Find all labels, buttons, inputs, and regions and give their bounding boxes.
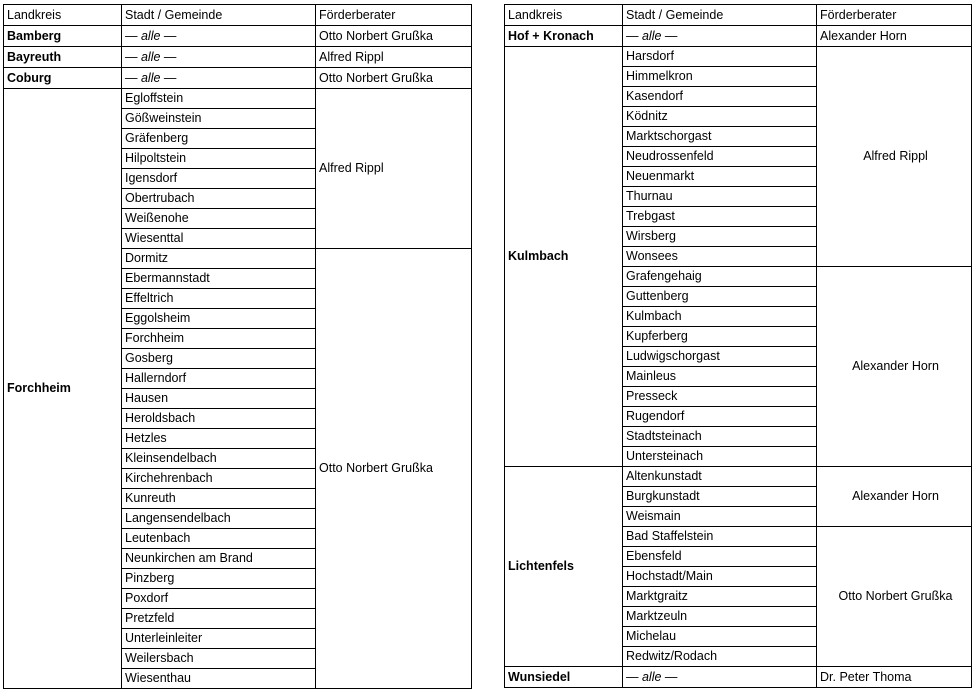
town-cell: Neudrossenfeld: [623, 147, 817, 167]
table-row: [505, 47, 972, 67]
town-cell: Kleinsendelbach: [122, 449, 316, 469]
town-cell: Marktzeuln: [623, 607, 817, 627]
wunsiedel-stadt: [623, 667, 817, 688]
town-cell: Wiesenthau: [122, 669, 316, 689]
header-landkreis: Landkreis: [505, 5, 623, 26]
table-row: [4, 5, 472, 26]
town-cell: Weißenohe: [122, 209, 316, 229]
header-berater: Förderberater: [817, 5, 972, 26]
town-cell: Poxdorf: [122, 589, 316, 609]
town-cell: Marktschorgast: [623, 127, 817, 147]
hof-stadt: [623, 26, 817, 47]
town-cell: Wiesenttal: [122, 229, 316, 249]
town-cell: Rugendorf: [623, 407, 817, 427]
bayreuth-stadt: [122, 47, 316, 68]
town-cell: Neunkirchen am Brand: [122, 549, 316, 569]
header-stadt: Stadt / Gemeinde: [122, 5, 316, 26]
all-label: — alle —: [626, 669, 678, 684]
town-cell: Himmelkron: [623, 67, 817, 87]
table-row: [4, 47, 472, 68]
town-cell: Pretzfeld: [122, 609, 316, 629]
bamberg-stadt: [122, 26, 316, 47]
town-cell: Wonsees: [623, 247, 817, 267]
town-cell: Kunreuth: [122, 489, 316, 509]
town-cell: Redwitz/Rodach: [623, 647, 817, 667]
town-cell: Kasendorf: [623, 87, 817, 107]
town-cell: Thurnau: [623, 187, 817, 207]
all-label: — alle —: [125, 49, 177, 64]
table-row: [505, 667, 972, 688]
town-cell: Ebermannstadt: [122, 269, 316, 289]
town-cell: Kirchehrenbach: [122, 469, 316, 489]
forchheim-group1-berater: Alfred Rippl: [316, 89, 472, 249]
table-row: [505, 26, 972, 47]
town-cell: Hetzles: [122, 429, 316, 449]
town-cell: Weilersbach: [122, 649, 316, 669]
lichtenfels-group1-berater: Alexander Horn: [817, 467, 972, 527]
forchheim-landkreis: Forchheim: [4, 89, 122, 689]
town-cell: Gosberg: [122, 349, 316, 369]
lichtenfels-group2-berater: Otto Norbert Grußka: [817, 527, 972, 667]
coburg-stadt: [122, 68, 316, 89]
left-table: [3, 4, 472, 689]
right-table: [504, 4, 972, 688]
town-cell: Langensendelbach: [122, 509, 316, 529]
hof-landkreis: Hof + Kronach: [505, 26, 623, 47]
town-cell: Stadtsteinach: [623, 427, 817, 447]
coburg-berater: Otto Norbert Grußka: [316, 68, 472, 89]
town-cell: Ködnitz: [623, 107, 817, 127]
town-cell: Ebensfeld: [623, 547, 817, 567]
town-cell: Dormitz: [122, 249, 316, 269]
town-cell: Untersteinach: [623, 447, 817, 467]
town-cell: Leutenbach: [122, 529, 316, 549]
table-row: [4, 89, 472, 109]
all-label: — alle —: [626, 28, 678, 43]
kulmbach-landkreis: Kulmbach: [505, 47, 623, 467]
town-cell: Marktgraitz: [623, 587, 817, 607]
town-cell: Wirsberg: [623, 227, 817, 247]
bayreuth-landkreis: Bayreuth: [4, 47, 122, 68]
town-cell: Altenkunstadt: [623, 467, 817, 487]
header-stadt: Stadt / Gemeinde: [623, 5, 817, 26]
coburg-landkreis: Coburg: [4, 68, 122, 89]
town-cell: Gößweinstein: [122, 109, 316, 129]
town-cell: Igensdorf: [122, 169, 316, 189]
town-cell: Kupferberg: [623, 327, 817, 347]
town-cell: Bad Staffelstein: [623, 527, 817, 547]
kulmbach-group2-berater: Alexander Horn: [817, 267, 972, 467]
all-label: — alle —: [125, 70, 177, 85]
town-cell: Michelau: [623, 627, 817, 647]
header-berater: Förderberater: [316, 5, 472, 26]
town-cell: Hilpoltstein: [122, 149, 316, 169]
town-cell: Obertrubach: [122, 189, 316, 209]
kulmbach-group1-berater: Alfred Rippl: [817, 47, 972, 267]
header-landkreis: Landkreis: [4, 5, 122, 26]
town-cell: Grafengehaig: [623, 267, 817, 287]
table-row: [4, 26, 472, 47]
town-cell: Unterleinleiter: [122, 629, 316, 649]
town-cell: Ludwigschorgast: [623, 347, 817, 367]
table-row: [4, 68, 472, 89]
town-cell: Heroldsbach: [122, 409, 316, 429]
wunsiedel-berater: Dr. Peter Thoma: [817, 667, 972, 688]
town-cell: Forchheim: [122, 329, 316, 349]
town-cell: Burgkunstadt: [623, 487, 817, 507]
town-cell: Hallerndorf: [122, 369, 316, 389]
hof-berater: Alexander Horn: [817, 26, 972, 47]
town-cell: Kulmbach: [623, 307, 817, 327]
town-cell: Guttenberg: [623, 287, 817, 307]
town-cell: Weismain: [623, 507, 817, 527]
town-cell: Effeltrich: [122, 289, 316, 309]
bayreuth-berater: Alfred Rippl: [316, 47, 472, 68]
town-cell: Egloffstein: [122, 89, 316, 109]
lichtenfels-landkreis: Lichtenfels: [505, 467, 623, 667]
town-cell: Trebgast: [623, 207, 817, 227]
table-row: [505, 5, 972, 26]
wunsiedel-landkreis: Wunsiedel: [505, 667, 623, 688]
town-cell: Pinzberg: [122, 569, 316, 589]
town-cell: Harsdorf: [623, 47, 817, 67]
all-label: — alle —: [125, 28, 177, 43]
town-cell: Neuenmarkt: [623, 167, 817, 187]
town-cell: Gräfenberg: [122, 129, 316, 149]
town-cell: Hochstadt/Main: [623, 567, 817, 587]
town-cell: Hausen: [122, 389, 316, 409]
table-row: [505, 467, 972, 487]
forchheim-group2-berater: Otto Norbert Grußka: [316, 249, 472, 689]
town-cell: Presseck: [623, 387, 817, 407]
town-cell: Mainleus: [623, 367, 817, 387]
bamberg-berater: Otto Norbert Grußka: [316, 26, 472, 47]
bamberg-landkreis: Bamberg: [4, 26, 122, 47]
town-cell: Eggolsheim: [122, 309, 316, 329]
